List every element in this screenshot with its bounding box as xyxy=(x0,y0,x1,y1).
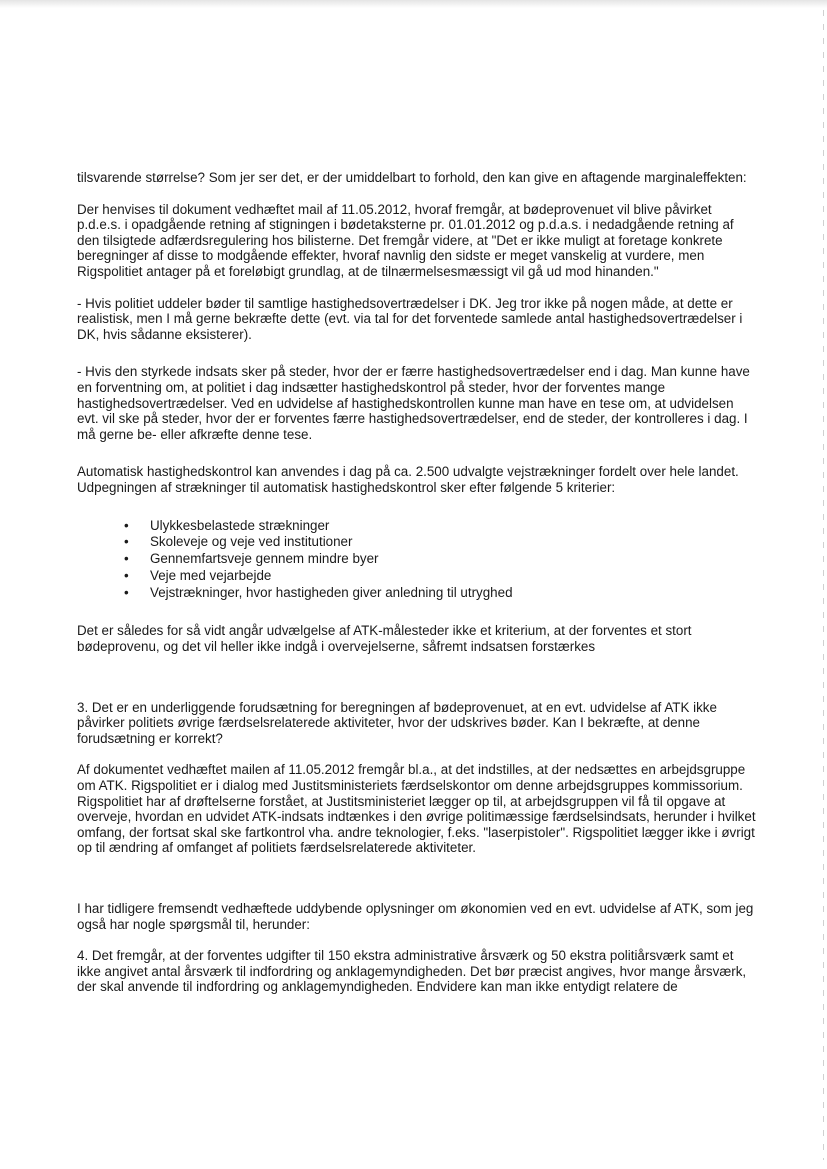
list-item: • Vejstrækninger, hvor hastigheden giver anledning til utryghed xyxy=(124,584,513,600)
bullet-icon: • xyxy=(124,517,129,533)
bullet-icon: • xyxy=(124,584,129,600)
paragraph-no-revenue-criterion: Det er således for så vidt angår udvælgelse af ATK-målesteder ikke et kriterium, at der forventes et stort bødeprovenu, og det vil heller ikke indgå i overvejelserne, såfremt indsatsen forstærkes xyxy=(77,623,692,655)
paragraph-atk-criteria-intro: Automatisk hastighedskontrol kan anvendes i dag på ca. 2.500 udvalgte vejstrækninger fordelt over hele landet. Udpegningen af strækninger til automatisk hastighedskontrol sker efter følgende 5 kriterier: xyxy=(77,464,739,495)
question-4: 4. Det fremgår, at der forventes udgifter til 150 ekstra administrative årsværk og 50 ekstra politiårsværk samt et ikke angivet antal årsværk til indfordring og anklagemyndigheden. Det bør præcist angives, hvor mange årsværk, der skal anvende til indfordring og anklagemyndigheden. Endvidere kan man ikke entydigt relatere de xyxy=(77,948,747,995)
bullet-icon: • xyxy=(124,534,129,550)
paragraph-marginal-effect: tilsvarende størrelse? Som jer ser det, er der umiddelbart to forhold, den kan give en aftagende marginaleffekten: xyxy=(77,170,747,185)
question-3: 3. Det er en underliggende forudsætning for beregningen af bødeprovenuet, at en evt. udvidelse af ATK ikke påvirker politiets øvrige færdselsrelaterede aktiviteter, hvor der udskrives bøder. Kan I bekræfte, at denne forudsætning er korrekt? xyxy=(77,699,717,746)
criteria-list xyxy=(77,518,757,602)
list-item: • Skoleveje og veje ved institutioner xyxy=(124,534,353,550)
scan-edge-top xyxy=(0,0,827,8)
paragraph-fewer-violations: - Hvis den styrkede indsats sker på steder, hvor der er færre hastighedsovertrædelser end i dag. Man kunne have en forventning om, at politiet i dag indsætter hastighedskontrol på steder, hvor der forventes mange hastighedsovertrædelser. Ved en udvidelse af hastighedskontrollen kunne man have en tese om, at udvidelsen evt. vil ske på steder, hvor der er forventes færre hastighedsovertrædelser, end de steder, der kontrolleres i dag. I må gerne be- eller afkræfte denne tese. xyxy=(77,364,750,442)
paragraph-economy-intro: I har tidligere fremsendt vedhæftede uddybende oplysninger om økonomien ved en evt. udvidelse af ATK, som jeg også har nogle spørgsmål til, herunder: xyxy=(77,901,754,932)
bullet-icon: • xyxy=(124,567,129,583)
list-item: • Gennemfartsveje gennem mindre byer xyxy=(124,551,379,567)
scan-edge-right xyxy=(823,10,824,1160)
paragraph-all-violations: - Hvis politiet uddeler bøder til samtlige hastighedsovertrædelser i DK. Jeg tror ikke på nogen måde, at dette er realistisk, men I må gerne bekræfte dette (evt. via tal for det forventede samlede antal hastighedsovertrædelser i DK, hvis sådanne eksisterer). xyxy=(77,295,743,342)
list-item: • Veje med vejarbejde xyxy=(124,567,272,583)
paragraph-fine-revenue-reference: Der henvises til dokument vedhæftet mail af 11.05.2012, hvoraf fremgår, at bødeprovenuet vil blive påvirket p.d.e.s. i opadgående retning af stigningen i bødetaksterne pr. 01.01.2012 og p.d.a.s. i nedadgående retning af den tilsigtede adfærdsregulering hos bilisterne. Det fremgår videre, at "Det er ikke muligt at foretage konkrete beregninger af disse to modgående effekter, hvoraf navnlig den sidste er meget vanskelig at vurdere, men Rigspolitiet antager på et foreløbigt grundlag, at de tilnærmelsesmæssigt vil gå ud mod hinanden." xyxy=(77,201,734,279)
document-body xyxy=(77,170,757,995)
bullet-icon: • xyxy=(124,551,129,567)
list-item: • Ulykkesbelastede strækninger xyxy=(124,517,330,533)
answer-3: Af dokumentet vedhæftet mailen af 11.05.2012 fremgår bl.a., at det indstilles, at der nedsættes en arbejdsgruppe om ATK. Rigspolitiet er i dialog med Justitsministeriets færdselskontor om denne arbejdsgruppes kommissorium. Rigspolitiet har af drøftelserne forstået, at Justitsministeriet lægger op til, at arbejdsgruppen vil få til opgave at overveje, hvordan en udvidet ATK-indsats indtænkes i den øvrige politimæssige færdselsindsats, herunder i hvilket omfang, der fortsat skal ske fartkontrol vha. andre teknologier, f.eks. "laserpistoler". Rigspolitiet lægger ikke i øvrigt op til ændring af omfanget af politiets færdselsrelaterede aktiviteter. xyxy=(77,762,756,856)
